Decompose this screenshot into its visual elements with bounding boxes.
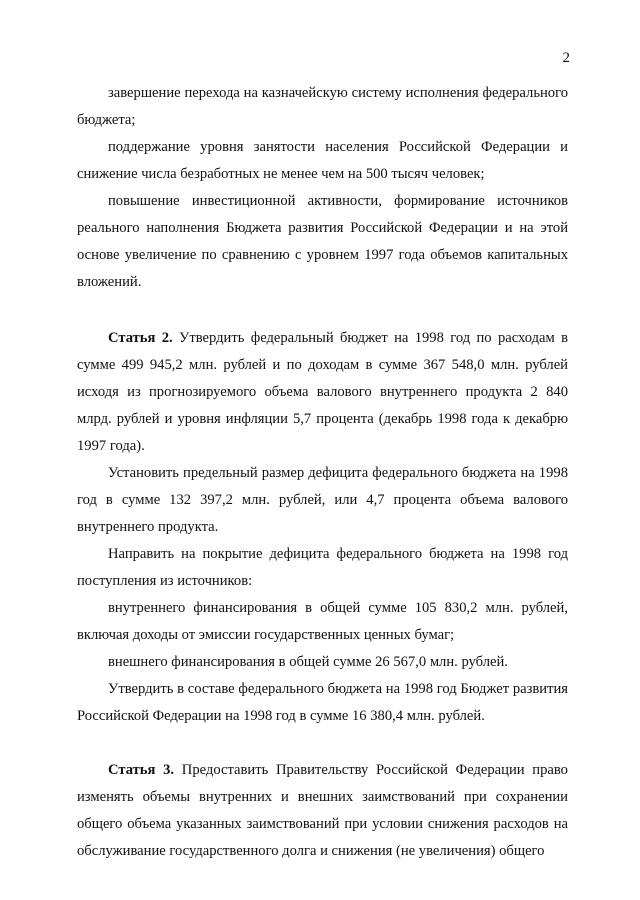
article-3-text: Предоставить Правительству Российской Федерации право изменять объемы внутренних и внешних заимствований при сохранении общего объема указанных заимствований при условии снижения расходов на обслуживание государственного долга и снижения (не увеличения) общего: [77, 762, 568, 859]
article-2-deficit: Установить предельный размер дефицита федерального бюджета на 1998 год в сумме 132 397,2 млн. рублей, или 4,7 процента объема валового внутреннего продукта.: [77, 465, 568, 535]
article-2-label: Статья 2.: [108, 330, 173, 346]
list-item-treasury: завершение перехода на казначейскую систему исполнения федерального бюджета;: [77, 85, 568, 128]
article-2-internal-financing: внутреннего финансирования в общей сумме 105 830,2 млн. рублей, включая доходы от эмиссии государственных ценных бумаг;: [77, 600, 568, 643]
page-number: 2: [562, 50, 570, 66]
article-2-coverage: Направить на покрытие дефицита федерального бюджета на 1998 год поступления из источников:: [77, 546, 568, 589]
article-2-paragraph: [77, 325, 568, 460]
article-3-label: Статья 3.: [108, 762, 175, 778]
article-2-text: Утвердить федеральный бюджет на 1998 год по расходам в сумме 499 945,2 млн. рублей и по доходам в сумме 367 548,0 млн. рублей исходя из прогнозируемого объема валового внутреннего продукта 2 840 млрд. рублей и уровня инфляции 5,7 процента (декабрь 1998 года к декабрю 1997 года).: [77, 330, 568, 454]
list-item-employment: поддержание уровня занятости населения Российской Федерации и снижение числа безработных не менее чем на 500 тысяч человек;: [77, 139, 568, 182]
list-item-investment: повышение инвестиционной активности, формирование источников реального наполнения Бюджета развития Российской Федерации и на этой основе увеличение по сравнению с уровнем 1997 года объемов капитальных вложений.: [77, 193, 568, 290]
article-2-external-financing: внешнего финансирования в общей сумме 26 567,0 млн. рублей.: [108, 654, 508, 670]
article-2-development-budget: Утвердить в составе федерального бюджета на 1998 год Бюджет развития Российской Федерации на 1998 год в сумме 16 380,4 млн. рублей.: [77, 681, 568, 724]
document-body: [77, 80, 568, 865]
article-3-paragraph: [77, 757, 568, 865]
